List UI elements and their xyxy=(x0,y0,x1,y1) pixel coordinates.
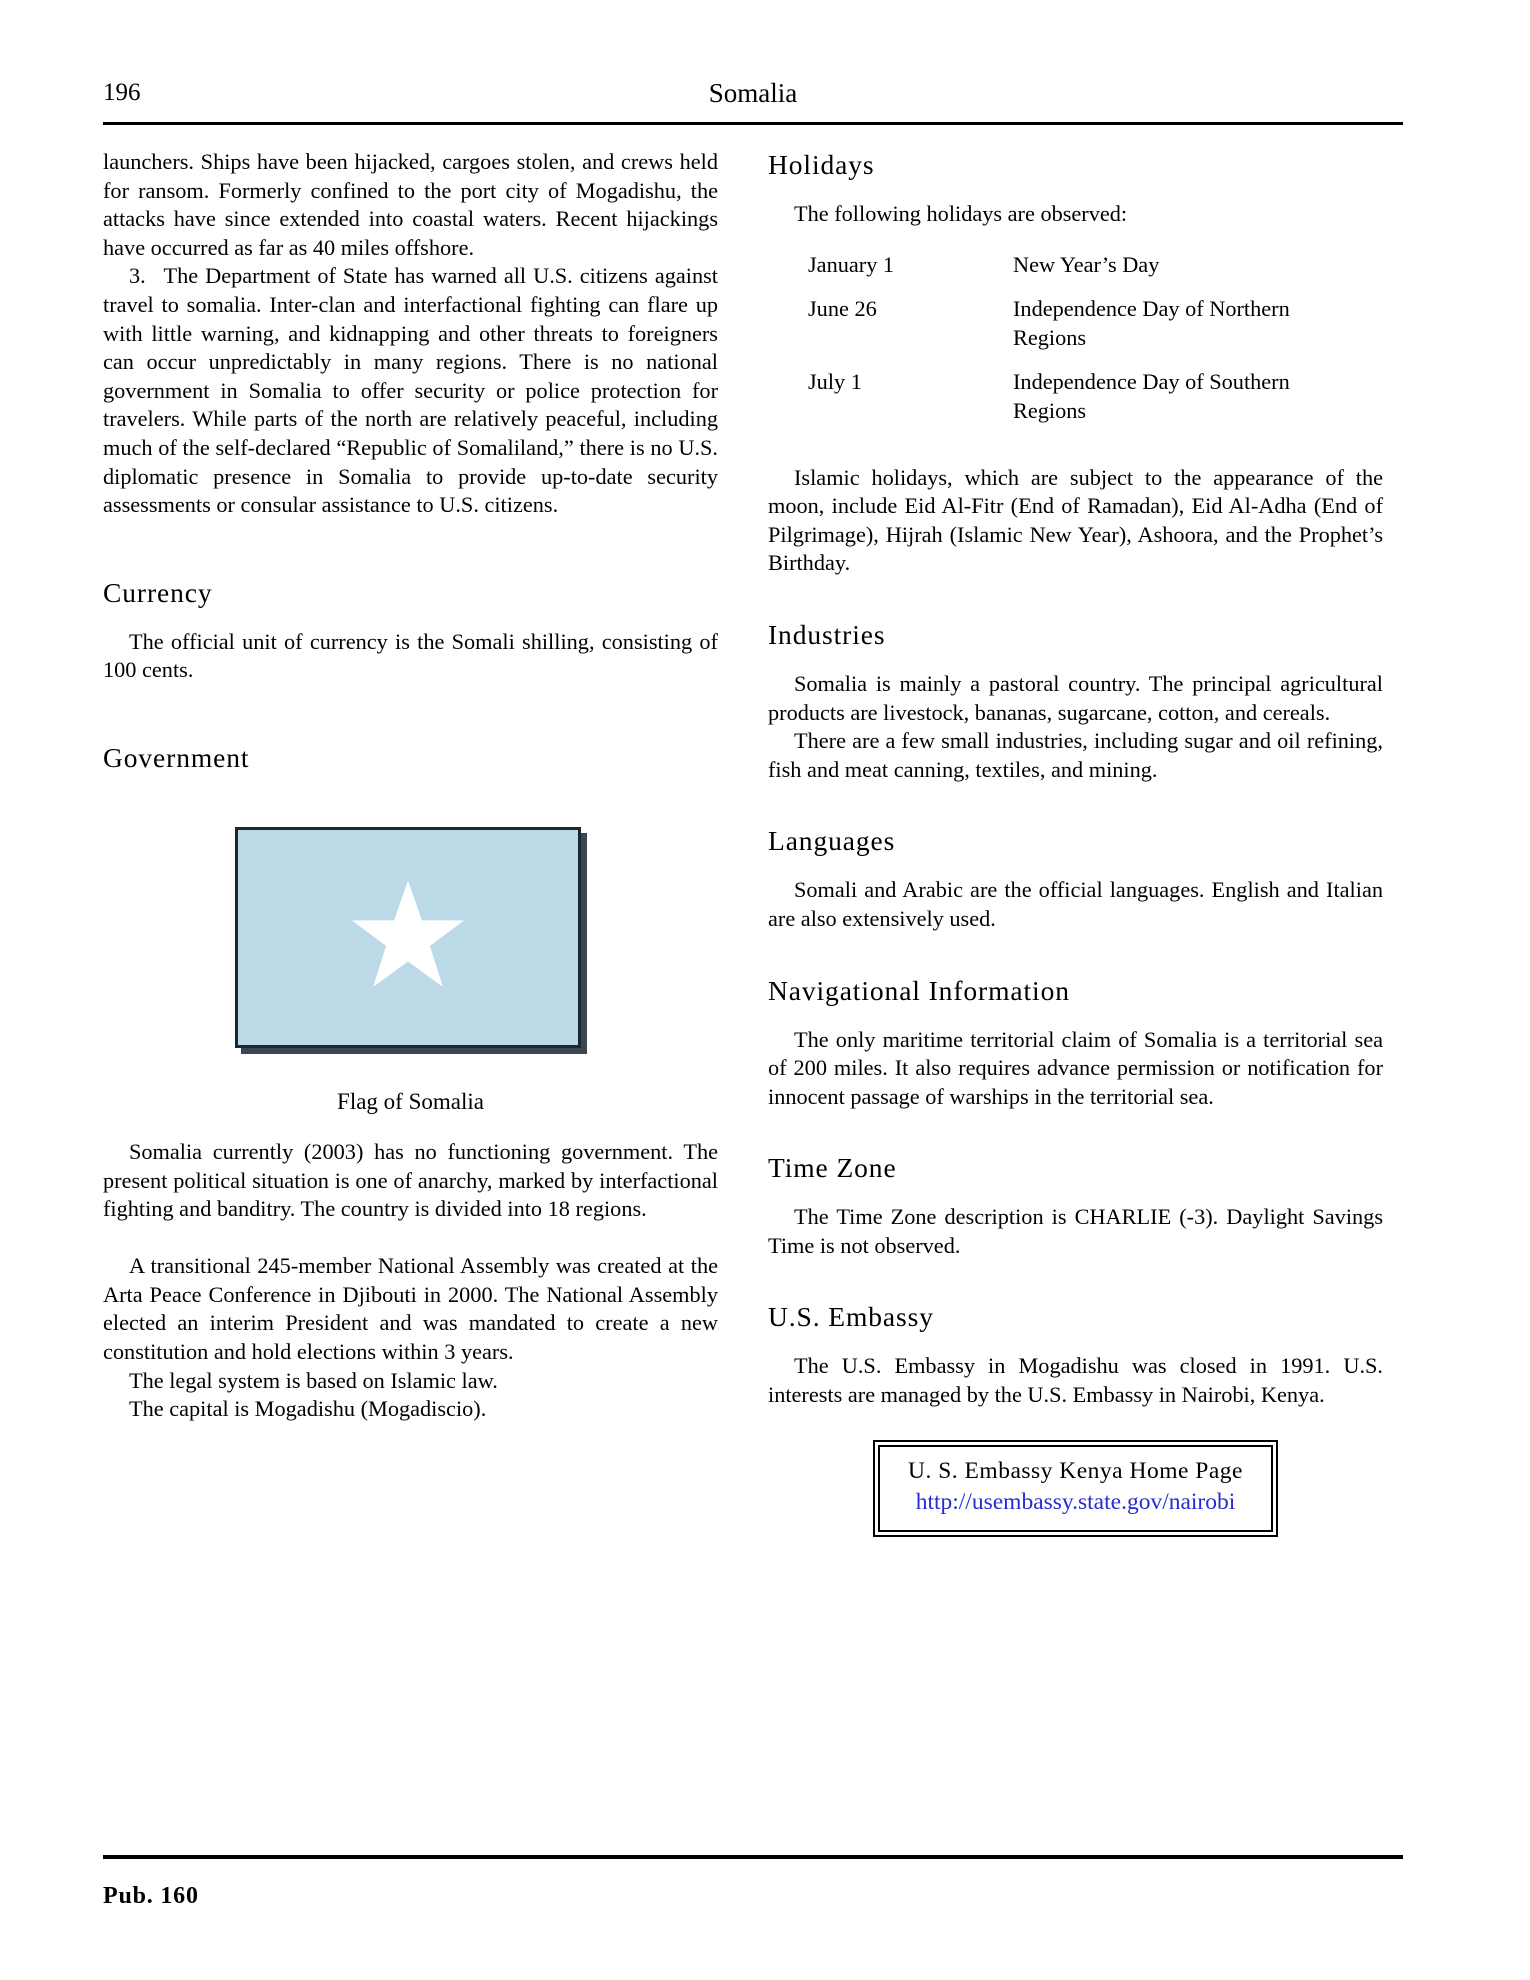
spacer xyxy=(768,1008,1383,1026)
paragraph-government-1: Somalia currently (2003) has no functioning government. The present political situation is one of anarchy, marked by interfactional fighting and banditry. The country is divided into 18 regions. xyxy=(103,1138,718,1222)
spacer xyxy=(103,1116,718,1138)
spacer xyxy=(768,652,1383,670)
section-heading-industries: Industries xyxy=(768,618,886,650)
spacer xyxy=(768,442,1383,464)
paragraph-currency: The official unit of currency is the Somali shilling, consisting of 100 cents. xyxy=(103,628,718,683)
section-heading-languages: Languages xyxy=(768,825,896,857)
embassy-link-title: U. S. Embassy Kenya Home Page xyxy=(908,1457,1243,1484)
paragraph-us-embassy: The U.S. Embassy in Mogadishu was closed in 1991. U.S. interests are managed by the U.S. Embassy in Nairobi, Kenya. xyxy=(768,1353,1383,1408)
flag-image xyxy=(235,827,587,1054)
paragraph-government-3: The legal system is based on Islamic law. xyxy=(129,1367,498,1393)
paragraph-time-zone: The Time Zone description is CHARLIE (-3). Daylight Savings Time is not observed. xyxy=(768,1204,1383,1258)
flag-figure xyxy=(103,827,718,1116)
spacer xyxy=(103,610,718,628)
paragraph-islamic-holidays: Islamic holidays, which are subject to the appearance of the moon, include Eid Al-Fitr (End of Ramadan), Eid Al-Adha (End of Pilgrimage), Hijrah (Islamic New Year), Ashoora, and the Prophet’s Birthday. xyxy=(768,464,1383,576)
flag-field xyxy=(235,827,581,1048)
paragraph-industries-2: There are a few small industries, including sugar and oil refining, fish and meat canning, textiles, and mining. xyxy=(768,728,1383,782)
embassy-link-box-inner xyxy=(878,1445,1273,1532)
embassy-link-box[interactable] xyxy=(873,1440,1278,1537)
table-row xyxy=(808,368,1368,441)
spacer xyxy=(768,934,1383,974)
header-divider xyxy=(103,122,1403,125)
section-heading-currency: Currency xyxy=(103,576,213,608)
section-heading-us-embassy: U.S. Embassy xyxy=(768,1301,934,1333)
holiday-name: Independence Day of Southern Regions xyxy=(1013,369,1290,423)
section-heading-holidays: Holidays xyxy=(768,149,875,180)
star-icon xyxy=(349,877,467,995)
holiday-name: Independence Day of Northern Regions xyxy=(1013,296,1290,350)
footer-publication: Pub. 160 xyxy=(103,1883,199,1909)
spacer xyxy=(768,1111,1383,1151)
table-row xyxy=(808,251,1368,296)
spacer xyxy=(103,685,718,741)
holiday-date: June 26 xyxy=(808,296,877,322)
spacer xyxy=(768,784,1383,824)
paragraph-government-2: A transitional 245-member National Assembly was created at the Arta Peace Conference in Djibouti in 2000. The National Assembly elected an interim President and was mandated to create a new constitution and hold elections within 3 years. xyxy=(103,1253,718,1365)
spacer xyxy=(768,1185,1383,1203)
holiday-date: January 1 xyxy=(808,251,895,277)
spacer xyxy=(768,1334,1383,1352)
paragraph-item-3: 3. The Department of State has warned all U.S. citizens against travel to somalia. Inter-clan and interfactional fighting can flare up with little warning, and kidnapping and other threats to foreigners can occur unpredictably in many regions. There is no national government in Somalia to offer security or police protection for travelers. While parts of the north are relatively peaceful, including much of the self-declared “Republic of Somaliland,” there is no U.S. diplomatic presence in Somalia to provide up-to-date security assessments or consular assistance to U.S. citizens. xyxy=(103,263,718,518)
right-column xyxy=(768,148,1383,1537)
left-column xyxy=(103,148,718,1424)
page-title: Somalia xyxy=(708,78,798,108)
holiday-date: July 1 xyxy=(808,369,862,395)
spacer xyxy=(768,182,1383,200)
paragraph-holidays-intro: The following holidays are observed: xyxy=(794,201,1128,226)
spacer xyxy=(768,578,1383,618)
page-header xyxy=(103,78,1403,122)
spacer xyxy=(768,858,1383,876)
embassy-link-url[interactable]: http://usembassy.state.gov/nairobi xyxy=(915,1488,1236,1515)
holiday-name: New Year’s Day xyxy=(1013,251,1160,277)
paragraph-industries-1: Somalia is mainly a pastoral country. The principal agricultural products are livestock, bananas, sugarcane, cotton, and cereals. xyxy=(768,670,1383,725)
section-heading-time-zone: Time Zone xyxy=(768,1152,897,1184)
embassy-link-box-wrapper xyxy=(768,1440,1383,1537)
paragraph-navigational-information: The only maritime territorial claim of Somalia is a territorial sea of 200 miles. It also requires advance permission or notification for innocent passage of warships in the territorial sea. xyxy=(768,1026,1383,1109)
figure-caption: Flag of Somalia xyxy=(337,1088,484,1114)
section-heading-government: Government xyxy=(103,741,250,773)
holidays-table xyxy=(808,251,1368,442)
spacer xyxy=(103,520,718,576)
paragraph-continued: launchers. Ships have been hijacked, cargoes stolen, and crews held for ransom. Formerly confined to the port city of Mogadishu, the attacks have since extended into coastal waters. Recent hijackings have occurred as far as 40 miles offshore. xyxy=(103,149,718,260)
paragraph-government-4: The capital is Mogadishu (Mogadiscio). xyxy=(129,1396,487,1422)
spacer xyxy=(768,1260,1383,1300)
page-number: 196 xyxy=(103,79,141,106)
spacer xyxy=(768,229,1383,251)
table-row xyxy=(808,295,1368,368)
section-heading-navigational-information: Navigational Information xyxy=(768,974,1070,1006)
footer-divider xyxy=(103,1855,1403,1859)
paragraph-languages: Somali and Arabic are the official languages. English and Italian are also extensively used. xyxy=(768,877,1383,931)
